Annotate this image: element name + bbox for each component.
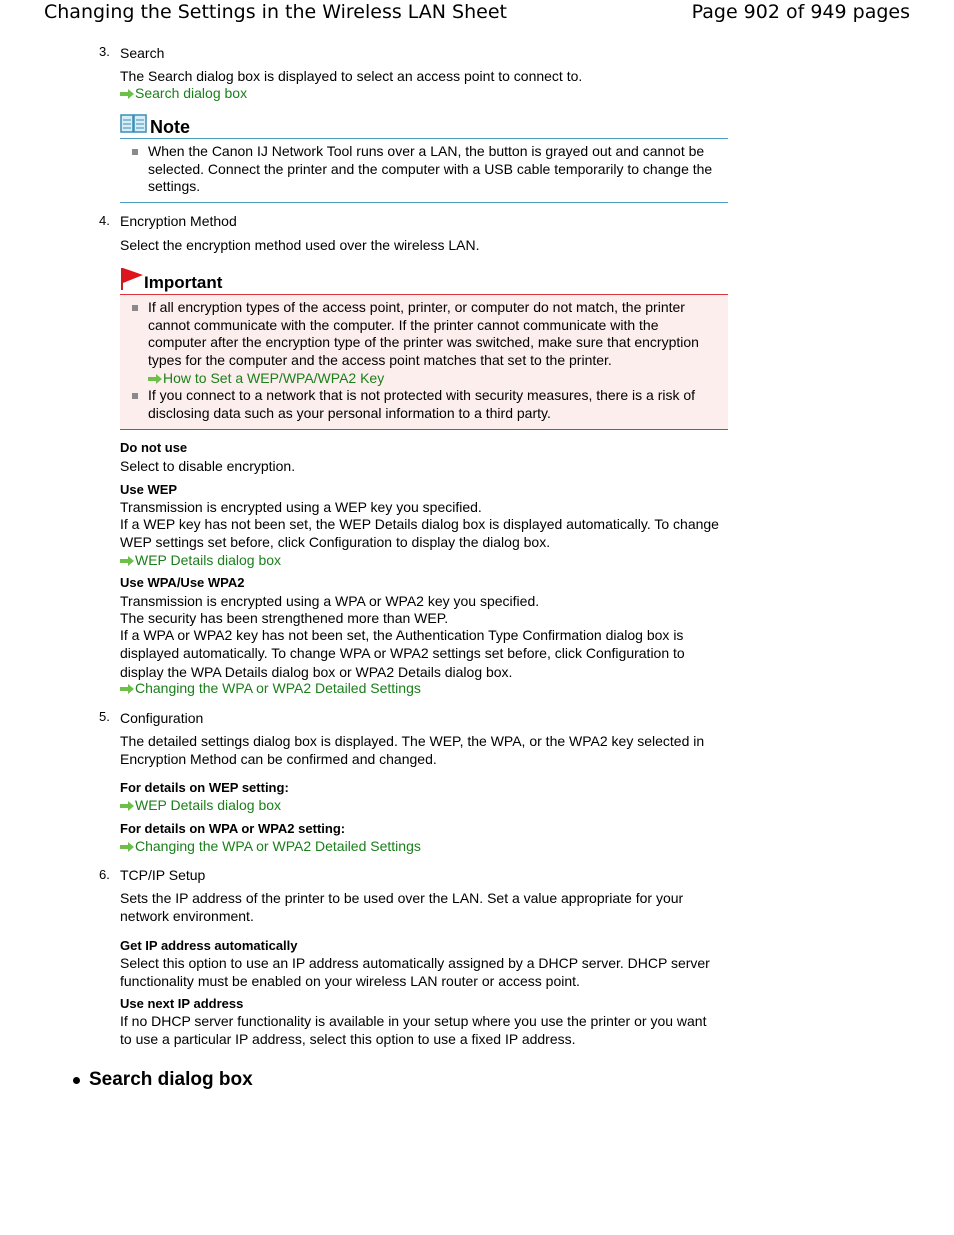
item-number: 4.	[99, 213, 110, 228]
link-text[interactable]: Search dialog box	[135, 85, 248, 101]
bullet-square-icon	[132, 393, 138, 399]
item-desc: Sets the IP address of the printer to be used over the LAN. Set a value appropriate for your network environment.	[120, 890, 684, 924]
wep-details-link-2[interactable]	[120, 796, 720, 814]
arrow-right-icon	[148, 374, 162, 384]
bullet-dot-icon	[73, 1077, 80, 1084]
option-desc: Transmission is encrypted using a WEP key you specified.	[120, 499, 482, 515]
link-text[interactable]: Changing the WPA or WPA2 Detailed Settings	[135, 838, 421, 854]
arrow-right-icon	[120, 684, 134, 694]
note-text: When the Canon IJ Network Tool runs over a LAN, the button is grayed out and cannot be selected. Connect the printer and the computer with a USB cable temporarily to change the settings.	[148, 143, 713, 194]
arrow-right-icon	[120, 556, 134, 566]
option-title: Use WEP	[120, 482, 178, 497]
option-desc: Select to disable encryption.	[120, 458, 296, 474]
section-title: Search dialog box	[89, 1069, 253, 1090]
option-desc: If a WEP key has not been set, the WEP Details dialog box is displayed automatically. To change WEP settings set before, click Configuration to display the dialog box.	[120, 516, 719, 550]
detail-title: For details on WPA or WPA2 setting:	[120, 821, 346, 836]
option-title: Use WPA/Use WPA2	[120, 575, 245, 590]
link-text[interactable]: WEP Details dialog box	[135, 797, 282, 813]
wpa-settings-link-2[interactable]	[120, 837, 720, 855]
option-desc: Transmission is encrypted using a WPA or WPA2 key you specified.	[120, 593, 540, 609]
note-title: Note	[150, 117, 190, 137]
detail-title: For details on WEP setting:	[120, 780, 289, 795]
item-number: 3.	[99, 44, 110, 59]
flag-icon	[120, 266, 146, 292]
wep-key-link[interactable]	[148, 369, 384, 387]
important-title: Important	[144, 273, 223, 292]
item-number: 6.	[99, 867, 110, 882]
item-label-tcpip: TCP/IP Setup	[120, 867, 206, 883]
link-text[interactable]: How to Set a WEP/WPA/WPA2 Key	[163, 370, 385, 386]
option-desc: If a WPA or WPA2 key has not been set, the Authentication Type Confirmation dialog box is displayed automatically. To change WPA or WPA2 settings set before, click Configuration to display the WPA Details dialog box or WPA2 Details dialog box.	[120, 627, 685, 680]
item-desc: The Search dialog box is displayed to select an access point to connect to.	[120, 68, 583, 84]
important-text-1: If all encryption types of the access point, printer, or computer do not match, the printer cannot communicate with the computer. If the printer cannot communicate with the computer after the encryption type of the printer was switched, make sure that encryption types for the computer and the access point matches that set to the printer.	[148, 299, 699, 369]
page-title: Changing the Settings in the Wireless LAN Sheet	[44, 1, 507, 23]
option-title: Use next IP address	[120, 996, 244, 1011]
item-label-encryption: Encryption Method	[120, 213, 237, 229]
arrow-right-icon	[120, 89, 134, 99]
bullet-square-icon	[132, 305, 138, 311]
option-desc: The security has been strengthened more than WEP.	[120, 610, 449, 626]
book-icon	[120, 113, 148, 135]
item-desc: Select the encryption method used over the wireless LAN.	[120, 237, 480, 253]
item-label-configuration: Configuration	[120, 710, 204, 726]
wep-details-link[interactable]	[120, 551, 720, 569]
option-title: Get IP address automatically	[120, 938, 298, 953]
item-desc: The detailed settings dialog box is displayed. The WEP, the WPA, or the WPA2 key selected in Encryption Method can be confirmed and changed.	[120, 733, 705, 767]
important-text-2: If you connect to a network that is not protected with security measures, there is a risk of disclosing data such as your personal information to a third party.	[148, 387, 696, 421]
bullet-square-icon	[132, 149, 138, 155]
option-desc: If no DHCP server functionality is available in your setup where you use the printer or you want to use a particular IP address, select this option to use a fixed IP address.	[120, 1013, 707, 1047]
arrow-right-icon	[120, 801, 134, 811]
option-desc: Select this option to use an IP address automatically assigned by a DHCP server. DHCP server functionality must be enabled on your wireless LAN router or access point.	[120, 955, 710, 989]
link-text[interactable]: WEP Details dialog box	[135, 552, 282, 568]
link-text[interactable]: Changing the WPA or WPA2 Detailed Settings	[135, 680, 421, 696]
item-number: 5.	[99, 709, 110, 724]
item-label-search: Search	[120, 45, 165, 61]
option-title: Do not use	[120, 440, 188, 455]
page-number: Page 902 of 949 pages	[691, 1, 910, 23]
search-dialog-link[interactable]	[120, 84, 720, 102]
arrow-right-icon	[120, 842, 134, 852]
wpa-settings-link[interactable]	[120, 679, 720, 697]
